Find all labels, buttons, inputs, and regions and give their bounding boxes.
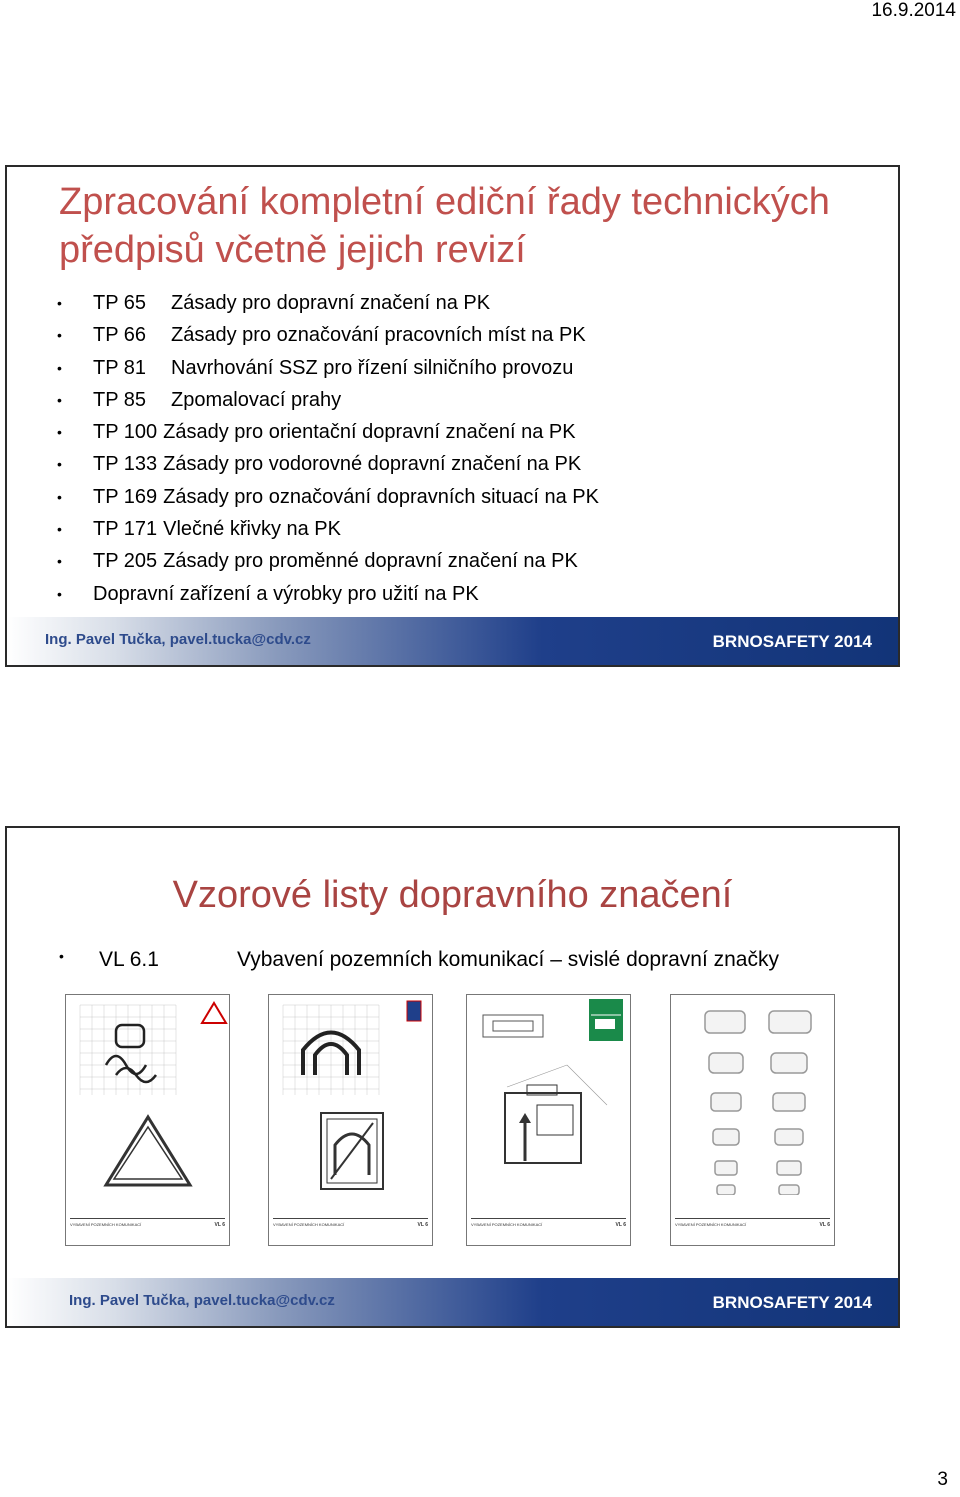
author-contact: Ing. Pavel Tučka, pavel.tucka@cdv.cz: [45, 631, 311, 648]
regulation-list-item: [57, 319, 599, 351]
sample-sheet-thumbnails: [65, 994, 845, 1246]
slide-technical-regulations: [5, 165, 900, 667]
regulation-title: Zpomalovací prahy: [171, 388, 342, 411]
regulation-code: TP 65: [93, 292, 146, 314]
direction-sign-icon: [589, 999, 623, 1041]
regulation-code: TP 100: [93, 421, 158, 444]
regulation-code: TP 85: [93, 388, 146, 411]
regulation-code: TP 171: [93, 518, 158, 541]
sheet-legend: VYBAVENÍ POZEMNÍCH KOMUNIKACÍ VL 6: [273, 1218, 428, 1241]
bullet-icon: •: [57, 295, 62, 311]
sample-sheet-thumbnail: [65, 994, 230, 1246]
vl-code: VL 6.1: [99, 948, 159, 971]
conference-name: BRNOSAFETY 2014: [712, 632, 872, 651]
regulation-list-item: [57, 287, 599, 319]
slide-title: Zpracování kompletní ediční řady technických předpisů včetně jejich revizí: [59, 181, 830, 271]
sample-sheet-thumbnail: [466, 994, 631, 1246]
regulation-code: TP 66: [93, 324, 146, 347]
regulation-list-item: [57, 578, 599, 610]
sheet-legend: VYBAVENÍ POZEMNÍCH KOMUNIKACÍ VL 6: [675, 1218, 830, 1241]
regulation-list-item: [57, 448, 599, 480]
bullet-icon: •: [57, 424, 62, 441]
regulation-list-item: [57, 416, 599, 448]
regulation-title: Zásady pro proměnné dopravní značení na PK: [163, 550, 578, 573]
regulation-list-item: [57, 352, 599, 384]
slide-sample-sheets: [5, 826, 900, 1328]
regulation-title: Dopravní zařízení a výrobky pro užití na PK: [93, 582, 479, 605]
regulation-title: Navrhování SSZ pro řízení silničního provozu: [171, 356, 574, 379]
regulation-code: TP 169: [93, 485, 158, 508]
sample-sheet-thumbnail: [670, 994, 835, 1246]
bullet-icon: •: [59, 948, 64, 964]
regulation-title: Zásady pro orientační dopravní značení na PK: [163, 421, 576, 444]
route-number-sign-icon: [671, 995, 834, 1195]
regulation-code: TP 81: [93, 356, 146, 379]
slippery-road-sign-icon: [106, 1025, 156, 1082]
bullet-icon: •: [57, 521, 62, 538]
sheet-legend: VYBAVENÍ POZEMNÍCH KOMUNIKACÍ VL 6: [70, 1218, 225, 1241]
bullet-icon: •: [57, 553, 62, 570]
conference-name: BRNOSAFETY 2014: [712, 1293, 872, 1312]
regulation-title: Zásady pro vodorovné dopravní značení na PK: [163, 453, 582, 476]
sample-sheet-thumbnail: [268, 994, 433, 1246]
bullet-icon: •: [57, 585, 62, 602]
regulation-title: Zásady pro označování pracovních míst na PK: [171, 324, 586, 347]
regulation-list-item: [57, 481, 599, 513]
bullet-icon: •: [57, 391, 62, 408]
regulation-title: Zásady pro označování dopravních situací na PK: [163, 485, 599, 508]
regulation-list: [57, 287, 599, 610]
page-number: 3: [937, 1469, 948, 1490]
regulation-code: TP 133: [93, 453, 158, 476]
vl-text: Vybavení pozemních komunikací – svislé dopravní značky: [237, 948, 779, 971]
bullet-icon: •: [57, 359, 62, 376]
bullet-icon: •: [57, 327, 62, 344]
slide-footer: [7, 617, 898, 665]
regulation-list-item: [57, 513, 599, 545]
slide-title: Vzorové listy dopravního značení: [172, 874, 733, 916]
page-date: 16.9.2014: [871, 0, 956, 21]
author-contact: Ing. Pavel Tučka, pavel.tucka@cdv.cz: [69, 1292, 335, 1309]
bullet-icon: •: [57, 456, 62, 473]
vl-list-item: [59, 948, 779, 972]
regulation-title: Vlečné křivky na PK: [163, 518, 341, 541]
regulation-list-item: [57, 384, 599, 416]
regulation-code: TP 205: [93, 550, 158, 573]
regulation-list-item: [57, 545, 599, 577]
sheet-legend: VYBAVENÍ POZEMNÍCH KOMUNIKACÍ VL 6: [471, 1218, 626, 1241]
regulation-title: Zásady pro dopravní značení na PK: [171, 292, 491, 314]
slide-footer: [7, 1278, 898, 1326]
bullet-icon: •: [57, 488, 62, 505]
